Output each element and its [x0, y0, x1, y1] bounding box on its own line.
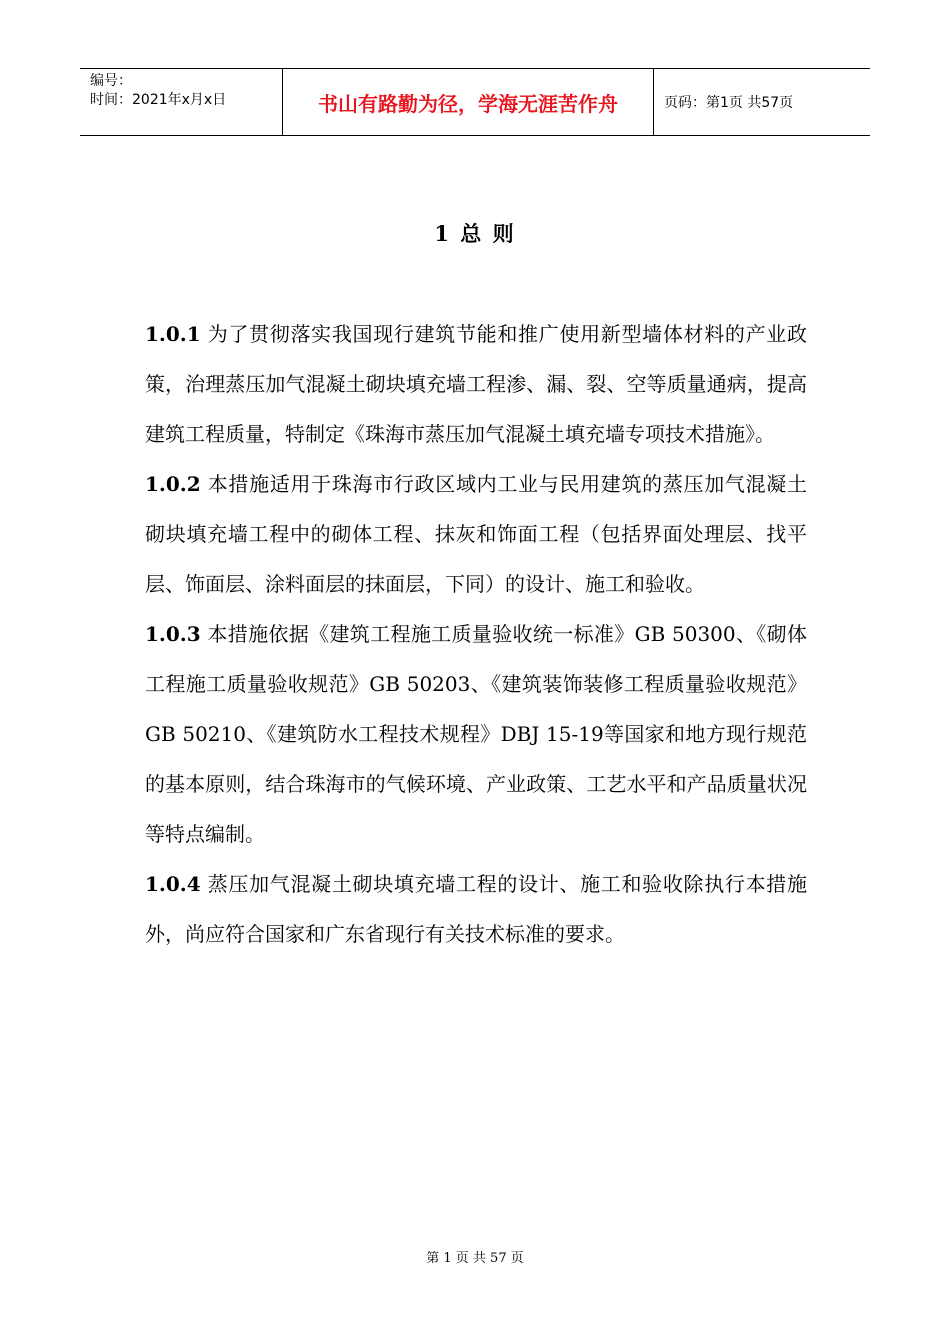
clause-text: 本措施依据《建筑工程施工质量验收统一标准》GB 50300、《砌体工程施工质量验收规范》GB 50203、《建筑装饰装修工程质量验收规范》GB 50210、《建筑防水工程技术规程》DBJ 15-19等国家和地方现行规范的基本原则，结合珠海市的气候环境、产业政策、工艺水平和产品质量状况等特点编制。	[145, 622, 807, 846]
paragraph-1-0-4	[145, 859, 807, 959]
clause-number: 1.0.1	[145, 322, 201, 346]
date-label: 时间：2021年x月x日	[90, 92, 227, 108]
header-meta	[80, 69, 282, 135]
page-footer: 第 1 页 共 57 页	[426, 1251, 524, 1266]
paragraph-1-0-3	[145, 609, 807, 859]
header-motto: 书山有路勤为径，学海无涯苦作舟	[282, 69, 654, 135]
section-title: 1 总 则	[434, 221, 516, 246]
clause-text: 为了贯彻落实我国现行建筑节能和推广使用新型墙体材料的产业政策，治理蒸压加气混凝土砌块填充墙工程渗、漏、裂、空等质量通病，提高建筑工程质量，特制定《珠海市蒸压加气混凝土填充墙专项技术措施》。	[145, 322, 807, 446]
clause-text: 本措施适用于珠海市行政区域内工业与民用建筑的蒸压加气混凝土砌块填充墙工程中的砌体工程、抹灰和饰面工程（包括界面处理层、找平层、饰面层、涂料面层的抹面层，下同）的设计、施工和验收。	[145, 472, 807, 596]
number-label: 编号：	[90, 73, 132, 89]
page-header	[80, 68, 870, 136]
clause-number: 1.0.4	[145, 872, 201, 896]
paragraph-1-0-1	[145, 309, 807, 459]
clause-number: 1.0.3	[145, 622, 201, 646]
paragraph-1-0-2	[145, 459, 807, 609]
header-page-info: 页码：第1页 共57页	[664, 95, 794, 111]
clause-number: 1.0.2	[145, 472, 201, 496]
clause-text: 蒸压加气混凝土砌块填充墙工程的设计、施工和验收除执行本措施外，尚应符合国家和广东省现行有关技术标准的要求。	[145, 872, 807, 946]
document-body	[145, 309, 807, 959]
